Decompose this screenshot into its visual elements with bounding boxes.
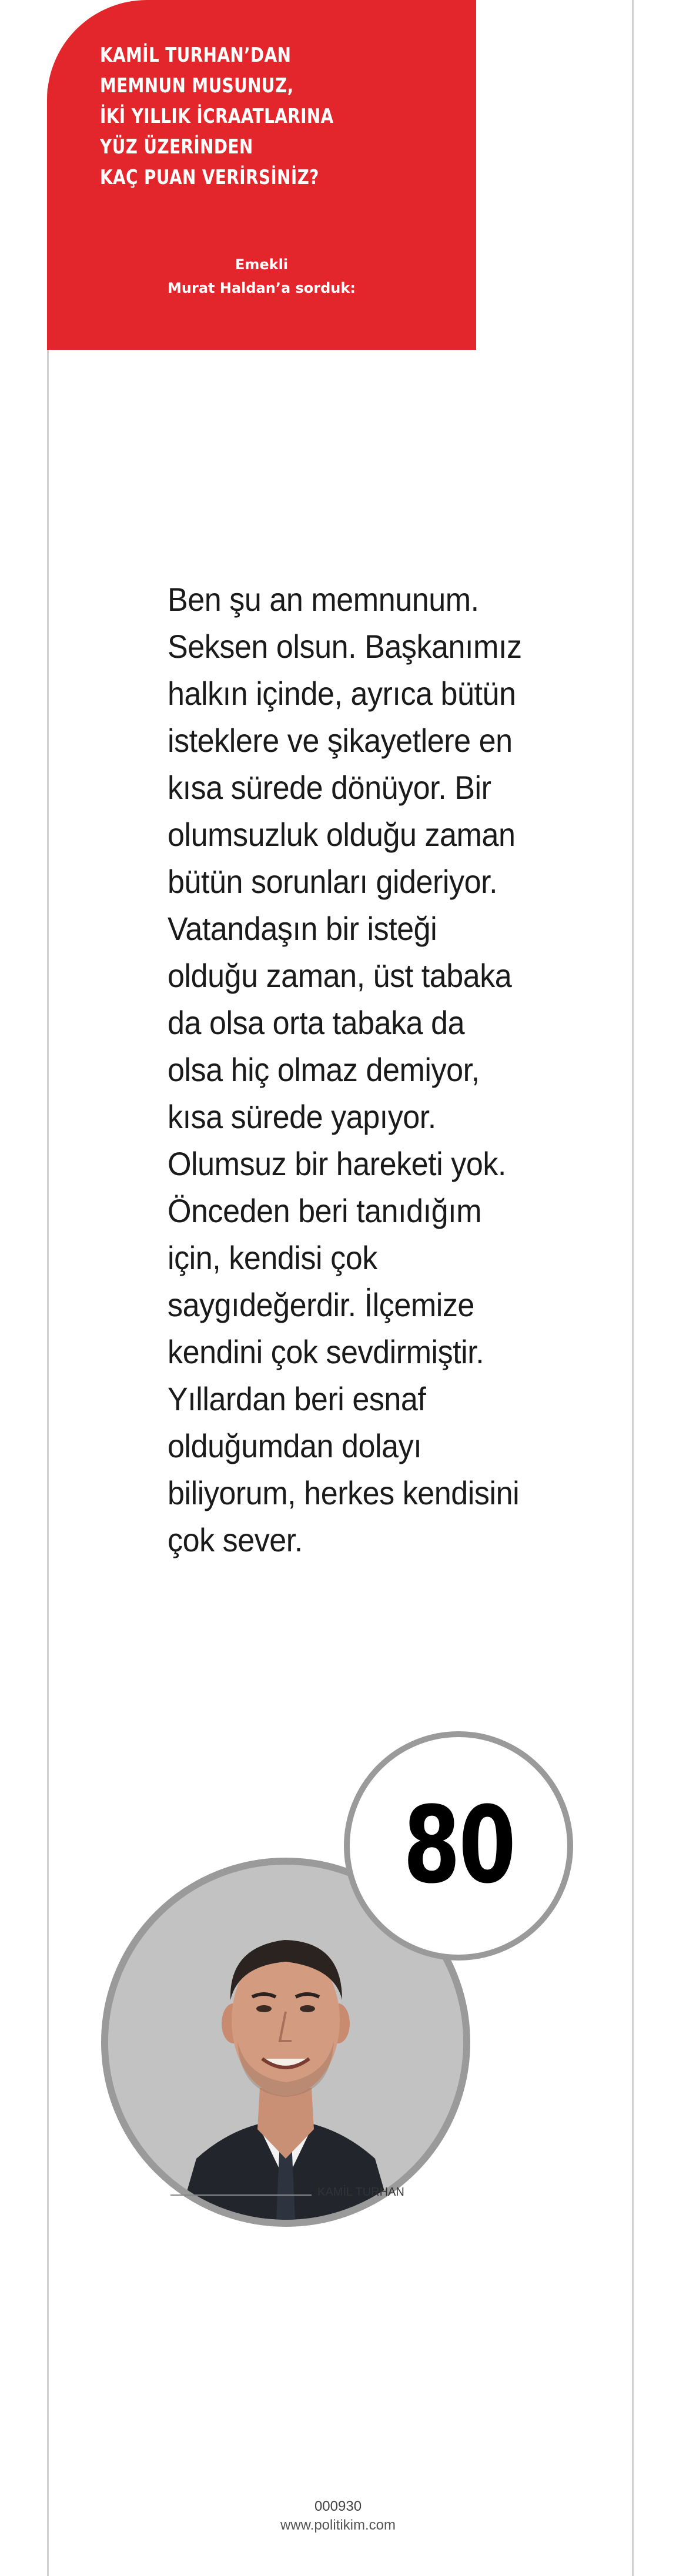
page-code: 000930 <box>314 2498 362 2514</box>
question-text: KAMİL TURHAN’DAN MEMNUN MUSUNUZ, İKİ YILLIK İCRAATLARINA YÜZ ÜZERİNDEN KAÇ PUAN VERİRSİNİZ? <box>100 44 334 189</box>
score-badge <box>344 1731 573 1961</box>
right-column-rule <box>632 0 634 2576</box>
score-value: 80 <box>403 1784 514 1907</box>
photo-caption: KAMİL TURHAN <box>317 2186 404 2199</box>
answer-text: Ben şu an memnunum. Seksen olsun. Başkanımız halkın içinde, ayrıca bütün isteklere ve şikayetlere en kısa sürede dönüyor. Bir olumsuzluk olduğu zaman bütün sorunları gideriyor. Vatandaşın bir isteği olduğu zaman, üst tabaka da olsa orta tabaka da olsa hiç olmaz demiyor, kısa sürede yapıyor. Olumsuz bir hareketi yok. Önceden beri tanıdığım için, kendisi çok saygıdeğerdir. İlçemize kendini çok sevdirmiştir. Yıllardan beri esnaf olduğumdan dolayı biliyorum, herkes kendisini çok sever. <box>168 581 522 1558</box>
caption-divider <box>170 2194 312 2196</box>
website-url: www.politikim.com <box>280 2517 396 2533</box>
interviewee-label: Emekli Murat Haldan’a sorduk: <box>168 256 356 296</box>
left-column-rule <box>47 88 49 2576</box>
